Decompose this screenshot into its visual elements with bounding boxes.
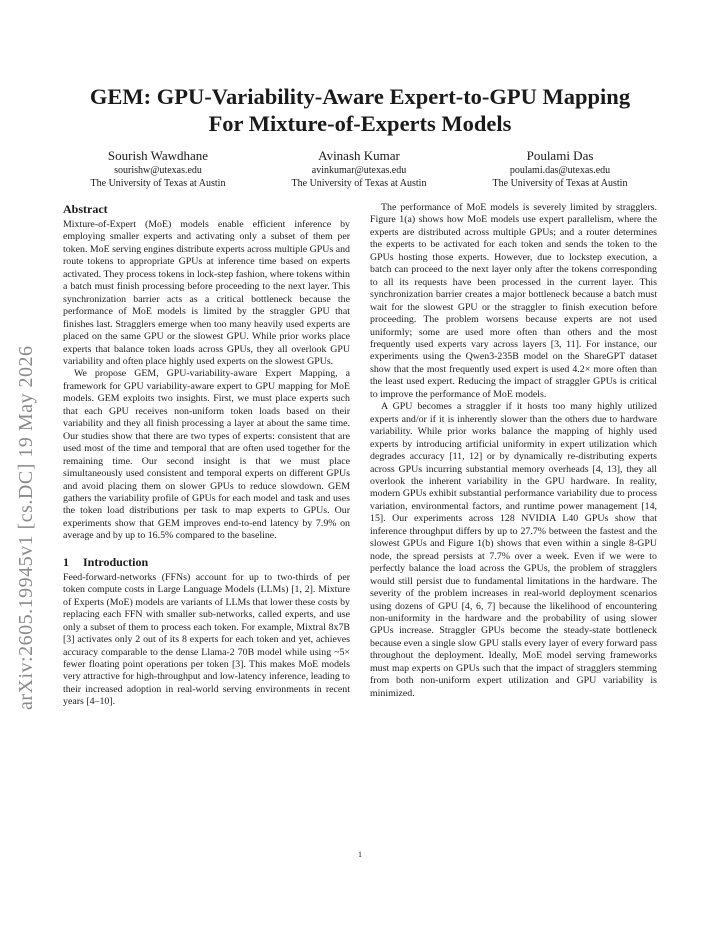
author-name: Avinash Kumar	[318, 148, 400, 163]
author-name: Poulami Das	[526, 148, 594, 163]
abstract-paragraph-1: Mixture-of-Expert (MoE) models enable efficient inference by employing smaller experts and activating only a subset of them per token. MoE serving engines distribute experts across multiple GPUs and route tokens to appropriate GPUs at inference time based on experts activated. They process tokens in lock-step fashion, where tokens within a batch must finish processing before proceeding to the next layer. This synchronization barrier acts as a critical bottleneck because the performance of MoE models is limited by the straggler GPU that finishes last. Stragglers emerge when too many heavily used experts are placed on the same GPU or the slowest GPU. While prior works place experts that balance token loads across GPUs, they all overlook GPU variability and often place highly used experts on the slowest GPUs.	[63, 219, 350, 367]
author-email: sourishw@utexas.edu	[114, 165, 202, 176]
page-number: 1	[358, 850, 362, 859]
author-email: poulami.das@utexas.edu	[509, 165, 611, 176]
author-affiliation: The University of Texas at Austin	[492, 178, 628, 189]
introduction-heading	[63, 555, 350, 569]
author	[462, 148, 658, 190]
intro-paragraph-2: The performance of MoE models is severely limited by stragglers. Figure 1(a) shows how MoE models use expert parallelism, where the experts are distributed across multiple GPUs; and a router determines the experts to be activated for each token and sends the token to the GPUs hosting those experts. However, due to lockstep execution, a batch can proceed to the next layer only after the tokens corresponding to all its requests have been processed in the current layer. This synchronization barrier creates a major bottleneck because a batch must wait for the slowest GPU or the straggler to finish execution before proceeding. The problem worsens because experts are not used uniformly; some are used more often than others and the most frequently used experts vary across layers [3, 11]. For instance, our experiments using the Qwen3-235B model on the ShareGPT dataset show that the most frequently used expert is used 4.2× more often than the least used expert. Reducing the impact of straggler GPUs is critical to improve the performance of MoE models.	[370, 202, 657, 400]
author	[261, 148, 457, 190]
abstract-paragraph-2: We propose GEM, GPU-variability-aware Expert Mapping, a framework for GPU variability-aware expert to GPU mapping for MoE models. GEM exploits two insights. First, we must place experts such that each GPU receives non-uniform token loads based on their variability and they all finish processing a layer at about the same time. Our studies show that there are two types of experts: consistent that are used most of the time and temporal that are often used together for the remaining time. Our second insight is that we must place simultaneously used consistent and temporal experts on different GPUs and avoid placing them on slower GPUs to reduce slowdown. GEM gathers the variability profile of GPUs for each model and task and uses the token load distributions per task to map experts to GPUs. Our experiments show that GEM improves end-to-end latency by 7.9% on average and by up to 16.5% compared to the baseline.	[63, 368, 350, 542]
author-affiliation: The University of Texas at Austin	[291, 178, 427, 189]
author	[60, 148, 256, 190]
arxiv-identifier: arXiv:2605.19945v1 [cs.DC] 19 May 2026	[15, 345, 37, 710]
author-affiliation: The University of Texas at Austin	[90, 178, 226, 189]
author-block	[60, 148, 658, 190]
abstract-heading: Abstract	[63, 202, 108, 216]
author-name: Sourish Wawdhane	[107, 148, 209, 163]
intro-paragraph-3: A GPU becomes a straggler if it hosts too many highly utilized experts and/or if it is inherently slower than the others due to hardware variability. While prior works balance the mapping of highly used experts by introducing artificial uniformity in expert utilization which degrades accuracy [11, 12] or by dynamically re-distributing experts across GPUs incurring substantial memory overheads [4, 13], they all overlook the inherent variability in the GPU hardware. In reality, modern GPUs exhibit substantial performance variability due to process variation, environmental factors, and runtime power management [14, 15]. Our experiments across 128 NVIDIA L40 GPUs show that inference throughput differs by up to 27.7% between the fastest and the slowest GPUs and Figure 1(b) shows that even within a single 8-GPU node, the spread persists at 7.7% over a week. Even if we were to perfectly balance the load across the GPUs, the problem of stragglers would still persist due to fundamental limitations in the hardware. The severity of the problem increases in real-world deployment scenarios using dozens of GPU [4, 6, 7] because the likelihood of encountering non-uniformity in the hardware and the probability of using slower GPUs increase. Straggler GPUs become the steady-state bottleneck because even a single slow GPU stalls every layer of every forward pass throughout the deployment. Ideally, MoE model serving frameworks must map experts on GPUs such that the impact of stragglers stemming from both non-uniform expert utilization and GPU variability is minimized.	[370, 401, 657, 699]
title-line-2: For Mixture-of-Experts Models	[208, 111, 512, 136]
title-line-1: GEM: GPU-Variability-Aware Expert-to-GPU Mapping	[89, 84, 631, 109]
right-column	[370, 202, 657, 700]
intro-paragraph-1: Feed-forward-networks (FFNs) account for up to two-thirds of per token compute costs in Large Language Models (LLMs) [1, 2]. Mixture of Experts (MoE) models are variants of LLMs that lower these costs by replacing each FFN with smaller sub-networks, called experts, and use only a subset of them to process each token. For example, Mixtral 8x7B [3] activates only 2 out of its 8 experts for each token and yet, achieves accuracy comparable to the dense Llama-2 70B model while using ~5× fewer floating point operations per token [3]. This makes MoE models very attractive for high-throughput and low-latency inference, leading to their increased adoption in real-world serving environments in recent years [4–10].	[63, 571, 350, 708]
left-column	[63, 202, 350, 709]
paper-title	[50, 83, 670, 137]
author-email: avinkumar@utexas.edu	[311, 165, 407, 176]
section-title: Introduction	[83, 554, 149, 569]
section-number: 1	[63, 554, 69, 569]
